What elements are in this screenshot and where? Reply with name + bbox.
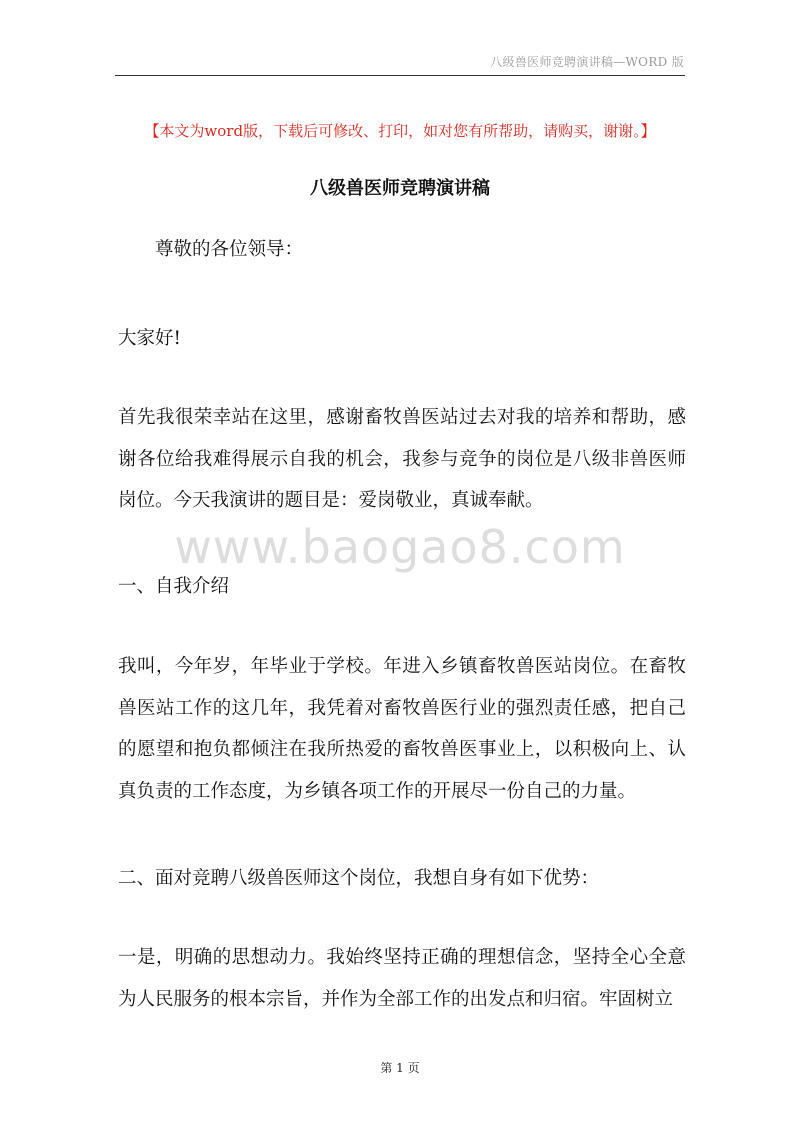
- watermark: www.baogao8.com: [174, 520, 626, 574]
- running-header: 八级兽医师竞聘演讲稿—WORD 版: [490, 55, 684, 69]
- download-notice: 【本文为word版，下载后可修改、打印，如对您有所帮助，请购买，谢谢。】: [144, 122, 656, 140]
- bio-paragraph: 我叫，今年岁，年毕业于学校。年进入乡镇畜牧兽医站岗位。在畜牧兽医站工作的这几年，我凭着对畜牧兽医行业的强烈责任感，把自己的愿望和抱负都倾注在我所热爱的畜牧兽医事业上，以积极向上、认真负责的工作态度，为乡镇各项工作的开展尽一份自己的力量。: [118, 656, 686, 802]
- hello-paragraph: 大家好!: [118, 328, 181, 349]
- document-title: 八级兽医师竞聘演讲稿: [310, 178, 490, 199]
- section-heading-self-intro: 一、自我介绍: [118, 576, 230, 597]
- header-divider: [115, 75, 685, 76]
- page-number: 第 1 页: [380, 1061, 420, 1075]
- section-heading-advantages: 二、面对竞聘八级兽医师这个岗位，我想自身有如下优势：: [118, 868, 600, 889]
- greeting-paragraph: 尊敬的各位领导：: [155, 239, 304, 260]
- first-point-paragraph: 一是，明确的思想动力。我始终坚持正确的理想信念，坚持全心全意为人民服务的根本宗旨，并作为全部工作的出发点和归宿。牢固树立: [118, 947, 686, 1010]
- intro-paragraph: 首先我很荣幸站在这里，感谢畜牧兽医站过去对我的培养和帮助，感谢各位给我难得展示自我的机会，我参与竞争的岗位是八级非兽医师岗位。今天我演讲的题目是：爱岗敬业，真诚奉献。: [118, 407, 686, 511]
